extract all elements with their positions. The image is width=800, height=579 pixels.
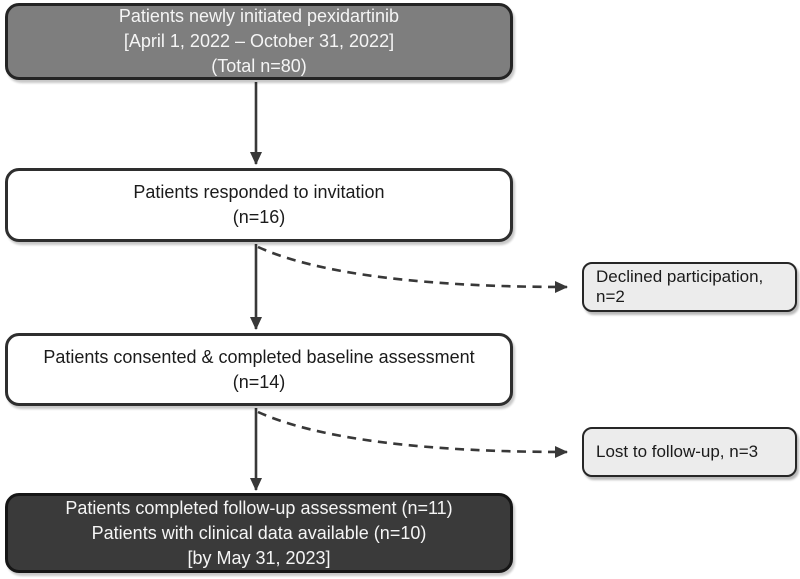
node-consented-line-1: Patients consented & completed baseline assessment — [43, 346, 475, 367]
node-responded-line-1: Patients responded to invitation — [133, 182, 385, 202]
node-followup-line-3: [by May 31, 2023] — [187, 547, 331, 568]
node-lost-to-followup — [582, 427, 797, 477]
node-followup-complete — [5, 493, 513, 573]
node-responded-line-2: (n=16) — [232, 207, 286, 227]
node-declined-participation — [582, 262, 797, 312]
node-consented-line-2: (n=14) — [232, 371, 286, 392]
node-initiated-line-3: (Total n=80) — [211, 56, 307, 76]
node-followup-line-1: Patients completed follow-up assessment (n=11) — [65, 497, 453, 518]
node-initiated-line-1: Patients newly initiated pexidartinib — [118, 6, 400, 26]
dashed-arrow-lost — [258, 412, 567, 452]
node-followup-line-2: Patients with clinical data available (n=10) — [91, 522, 427, 543]
node-declined-label: Declined participation, n=2 — [596, 267, 764, 306]
node-consented-baseline — [5, 333, 513, 406]
node-responded-invitation — [5, 168, 513, 242]
node-initiated-line-2: [April 1, 2022 – October 31, 2022] — [123, 31, 395, 51]
node-initiated-patients — [5, 3, 513, 80]
dashed-arrow-declined — [258, 247, 567, 287]
node-lost-label: Lost to follow-up, n=3 — [596, 442, 759, 461]
